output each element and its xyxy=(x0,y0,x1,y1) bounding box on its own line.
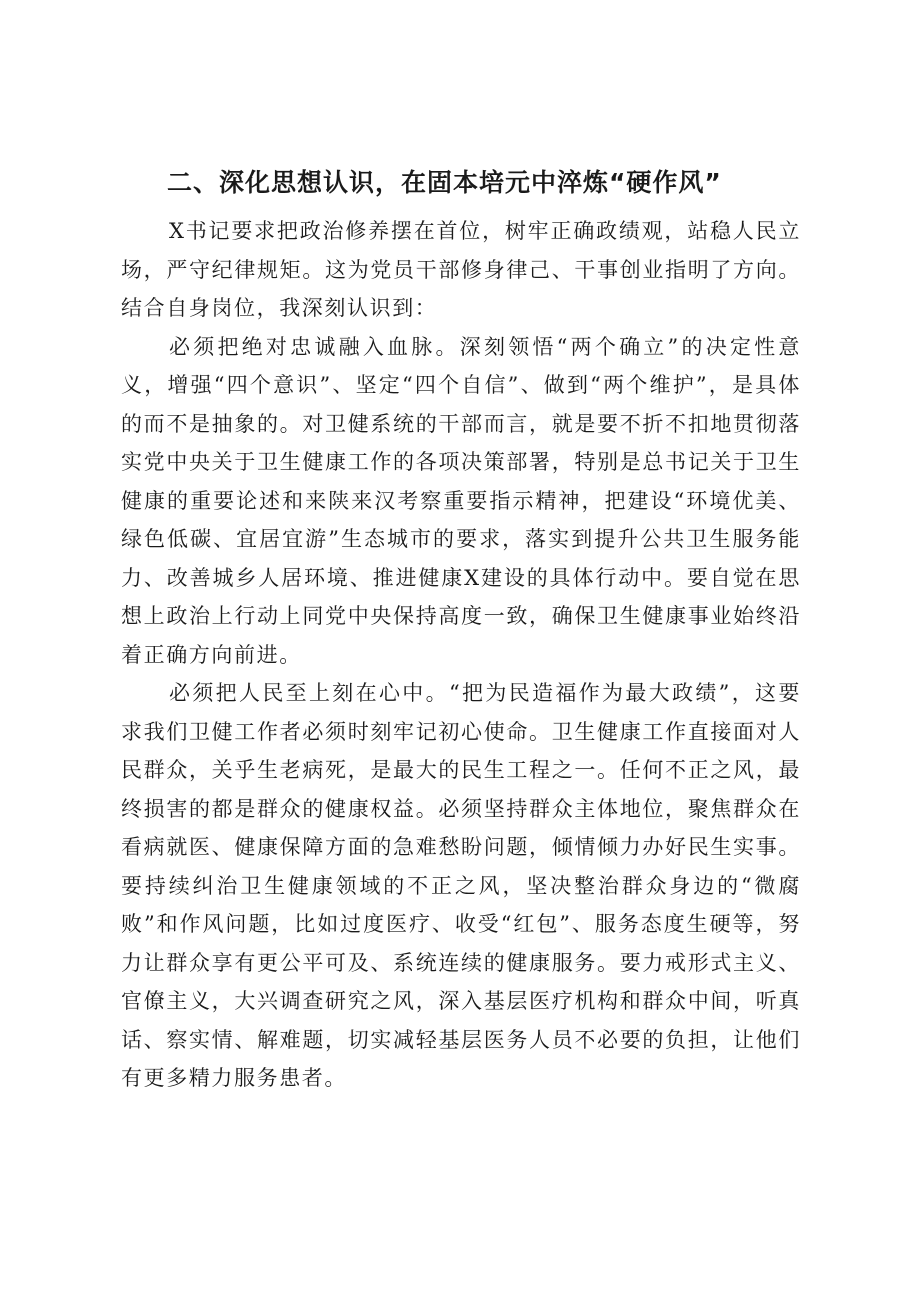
document-body xyxy=(121,158,801,1098)
section-heading: 二、深化思想认识，在固本培元中淬炼“硬作风” xyxy=(167,168,722,197)
paragraph-loyalty: 必须把绝对忠诚融入血脉。深刻领悟“两个确立”的决定性意义，增强“四个意识”、坚定“四个自信”、做到“两个维护”，是具体的而不是抽象的。对卫健系统的干部而言，就是要不折不扣地贯彻落实党中央关于卫生健康工作的各项决策部署，特别是总书记关于卫生健康的重要论述和来陕来汉考察重要指示精神，把建设“环境优美、绿色低碳、宜居宜游”生态城市的要求，落实到提升公共卫生服务能力、改善城乡人居环境、推进健康X建设的具体行动中。要自觉在思想上政治上行动上同党中央保持高度一致，确保卫生健康事业始终沿着正确方向前进。 xyxy=(121,334,801,667)
paragraph-intro: X书记要求把政治修养摆在首位，树牢正确政绩观，站稳人民立场，严守纪律规矩。这为党员干部修身律己、干事创业指明了方向。结合自身岗位，我深刻认识到： xyxy=(121,219,801,320)
paragraph-people-first: 必须把人民至上刻在心中。“把为民造福作为最大政绩”，这要求我们卫健工作者必须时刻牢记初心使命。卫生健康工作直接面对人民群众，关乎生老病死，是最大的民生工程之一。任何不正之风，最终损害的都是群众的健康权益。必须坚持群众主体地位，聚焦群众在看病就医、健康保障方面的急难愁盼问题，倾情倾力办好民生实事。要持续纠治卫生健康领域的不正之风，坚决整治群众身边的“微腐败”和作风问题，比如过度医疗、收受“红包”、服务态度生硬等，努力让群众享有更公平可及、系统连续的健康服务。要力戒形式主义、官僚主义，大兴调查研究之风，深入基层医疗机构和群众中间，听真话、察实情、解难题，切实减轻基层医务人员不必要的负担，让他们有更多精力服务患者。 xyxy=(121,681,801,1090)
